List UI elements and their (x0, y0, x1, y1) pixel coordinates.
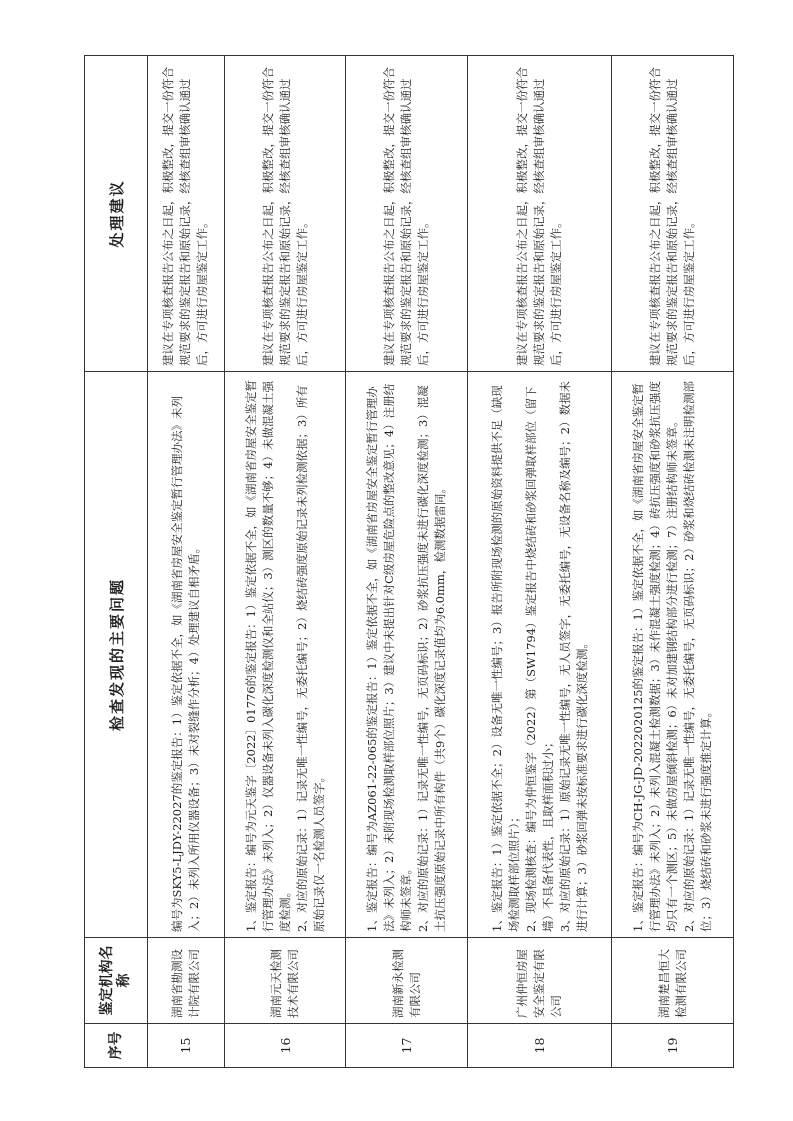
problem-text: 1、鉴定报告：1）鉴定依据不全；2）设备无唯一性编号；3）报告所附现场检测的原始资料提供不足（缺现场检测取样部位照片）； (489, 385, 521, 932)
row-number: 17 (346, 1024, 468, 1068)
table-row (468, 56, 612, 1068)
inspection-table (84, 55, 734, 1068)
header-problems: 检查发现的主要问题 (85, 372, 148, 938)
problems-cell (148, 372, 225, 938)
advice-cell: 建议在专项核查报告公布之日起，积极整改，提交一份符合规范要求的鉴定报告和原始记录，经核查组审核确认通过后，方可进行房屋鉴定工作。 (612, 56, 734, 372)
org-name: 湖南楚昌恒大检测有限公司 (612, 938, 734, 1024)
row-number: 15 (148, 1024, 225, 1068)
problem-text: 编号为SKY5-LJDY-22027的鉴定报告：1）鉴定依据不全，如《湖南省房屋安全鉴定暂行管理办法》未列入；2）未列入所用仪器设备；3）未对裂缝作分析；4）处理建议自相矛盾。 (169, 395, 201, 932)
problems-cell (612, 372, 734, 938)
table-row (224, 56, 346, 1068)
problems-cell (468, 372, 612, 938)
problem-text: 1、鉴定报告：编号为AZ061-22-065的鉴定报告：1）鉴定依据不全，如《湖南省房屋安全鉴定暂行管理办法》未列入；2）未附现场检测取样部位照片；3）建议中未提出针对C级房屋危险点的整改意见；4）注册结构师未签章。 (365, 383, 414, 932)
problems-cell (224, 372, 346, 938)
advice-cell: 建议在专项核查报告公布之日起，积极整改，提交一份符合规范要求的鉴定报告和原始记录，经核查组审核确认通过后，方可进行房屋鉴定工作。 (224, 56, 346, 372)
rotated-table-wrapper (84, 56, 734, 1068)
problem-text: 2、对应的原始记录：1）记录无唯一性编号，无委托编号；2）烧结砖强度原始记录未列检测依据；3）所有原始记录仅一名检测人员签字。 (294, 385, 326, 932)
problem-text: 1、鉴定报告：编号为元天鉴字〔2022〕01776的鉴定报告：1）鉴定依据不全，如《湖南省房屋安全鉴定暂行管理办法》未列入；2）仪器设备未列入碳化深度检测仪和全站仪；3）测区的数量不够；4）未做混凝土强度检测。 (243, 380, 292, 932)
advice-cell: 建议在专项核查报告公布之日起，积极整改，提交一份符合规范要求的鉴定报告和原始记录，经核查组审核确认通过后，方可进行房屋鉴定工作。 (346, 56, 468, 372)
problem-text: 2、现场检测核查：编号为仲恒鉴字（2022）第（SW1794）鉴定报告中烧结砖和砂浆回弹取样部位（留下墙）不具备代表性，且取样面积过小； (523, 386, 555, 932)
header-no: 序号 (85, 1024, 148, 1068)
org-name: 湖南新永检测有限公司 (346, 938, 468, 1024)
problem-text: 1、鉴定报告：编号为CH-JG-JD-2022020125的鉴定报告：1）鉴定依据不全，如《湖南省房屋安全鉴定暂行管理办法》未列入；2）未列入混凝土检测数据；3）未作混凝土强度检测；4）砖抗压强度和砂浆抗压强度均只有一个测区；5）未做房屋倾斜检测；6）未对加建钢结构部分进行检测；7）注册结构师未签章。 (631, 381, 680, 932)
header-advice: 处理建议 (85, 56, 148, 372)
org-name: 湖南省勘测设计院有限公司 (148, 938, 225, 1024)
table-header-row (85, 56, 148, 1068)
row-number: 19 (612, 1024, 734, 1068)
problem-text: 2、对应的原始记录：1）记录无唯一性编号，无页码标识；2）砂浆抗压强度未进行碳化深度检测；3）混凝土抗压强度原始记录中所有构件（共9个）碳化深度记录值均为6.0mm，检测数据雷同。 (416, 385, 448, 932)
table-row (346, 56, 468, 1068)
problem-text: 2、对应的原始记录：1）记录无唯一性编号，无委托编号，无页码标识；2）砂浆和烧结砖检测未注明检测部位；3）烧结砖和砂浆未进行强度推定计算。 (682, 381, 714, 932)
problems-cell (346, 372, 468, 938)
table-row (148, 56, 225, 1068)
header-org: 鉴定机构名称 (85, 938, 148, 1024)
problem-text: 3、对应的原始记录：1）原始记录无唯一性编号，无人员签字，无委托编号，无设备名称及编号；2）数据未进行计算；3）砂浆回弹未按标准要求进行碳化深度检测。 (557, 381, 589, 932)
org-name: 广州仲恒房屋安全鉴定有限公司 (468, 938, 612, 1024)
row-number: 16 (224, 1024, 346, 1068)
advice-cell: 建议在专项核查报告公布之日起，积极整改，提交一份符合规范要求的鉴定报告和原始记录，经核查组审核确认通过后，方可进行房屋鉴定工作。 (468, 56, 612, 372)
org-name: 湖南元天检测技术有限公司 (224, 938, 346, 1024)
table-row (612, 56, 734, 1068)
row-number: 18 (468, 1024, 612, 1068)
advice-cell: 建议在专项核查报告公布之日起，积极整改，提交一份符合规范要求的鉴定报告和原始记录，经核查组审核确认通过后，方可进行房屋鉴定工作。 (148, 56, 225, 372)
